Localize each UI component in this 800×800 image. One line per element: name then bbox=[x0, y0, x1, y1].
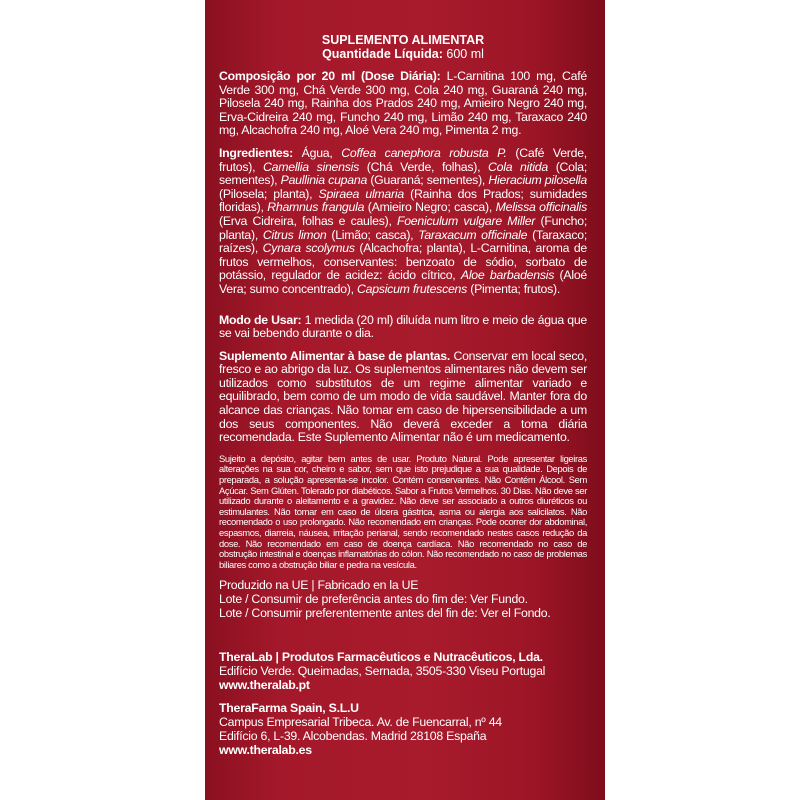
ingredient-latin: Camellia sinensis bbox=[263, 159, 360, 174]
ingredients-paragraph bbox=[219, 147, 587, 297]
ingredient-text: (Pilosela; planta), bbox=[219, 186, 319, 201]
company-es-address-2: Edifício 6, L-39. Alcobendas. Madrid 28108 España bbox=[219, 729, 487, 744]
production-line-2: Lote / Consumir de preferência antes do fim de: Ver Fundo. bbox=[219, 591, 528, 606]
ingredient-latin: Aloe barbadensis bbox=[460, 268, 555, 283]
ingredient-latin: Capsicum frutescens bbox=[356, 281, 468, 296]
ingredients-label: Ingredientes: bbox=[219, 145, 293, 160]
product-label bbox=[205, 0, 605, 800]
ingredient-text: (Amieiro Negro; casca), bbox=[364, 200, 496, 215]
ingredient-latin: Paullinia cupana bbox=[280, 173, 368, 188]
label-header bbox=[219, 33, 587, 61]
ingredient-latin: Taraxacum officinale bbox=[418, 227, 528, 242]
ingredient-text: (Erva Cidreira, folhas e caules), bbox=[219, 213, 397, 228]
ingredient-latin: Hieracium pilosella bbox=[488, 173, 587, 188]
net-quantity bbox=[219, 47, 587, 61]
company-es-name: TheraFarma Spain, S.L.U bbox=[219, 701, 359, 716]
usage-paragraph bbox=[219, 314, 587, 341]
usage-text: 1 medida (20 ml) diluída num litro e meio de água que se vai bebendo durante o dia. bbox=[219, 312, 587, 341]
production-line-1: Produzido na UE | Fabricado en la UE bbox=[219, 578, 419, 593]
production-line-3: Lote / Consumir preferentemente antes del fin de: Ver el Fondo. bbox=[219, 605, 551, 620]
company-pt bbox=[219, 650, 587, 692]
company-es-web: www.theralab.es bbox=[219, 743, 312, 758]
quantity-label: Quantidade Líquida: bbox=[322, 47, 443, 61]
ingredient-text: (Aloé Vera; sumo concentrado), bbox=[219, 268, 588, 296]
ingredient-text: (Chá Verde, folhas), bbox=[359, 159, 489, 174]
company-pt-name: TheraLab | Produtos Farmacêuticos e Nutracêuticos, Lda. bbox=[219, 650, 543, 665]
company-pt-address: Edifício Verde. Queimadas, Sernada, 3505-330 Viseu Portugal bbox=[219, 664, 546, 679]
ingredient-latin: Spiraea ulmaria bbox=[318, 186, 404, 201]
ingredient-latin: Coffea canephora robusta P. bbox=[341, 145, 507, 160]
company-es bbox=[219, 701, 587, 757]
fine-print: Sujeito a depósito, agitar bem antes de usar. Produto Natural. Pode apresentar ligeiras alterações na sua cor, cheiro e sabor, sem que isto prejudique a sua qualidade. Depois de preparada, a solução apresenta-se incolor. Contém conservantes. Não Contém Álcool. Sem Açúcar. Sem Glúten. Tolerado por diabéticos. Sabor a Frutos Vermelhos. 30 Dias. Não deve ser utilizado durante o aleitamento e a gravidez. Não deve ser associado a outros diuréticos ou estimulantes. Não tomar em caso de úlcera gástrica, asma ou alergia aos salicilatos. Não recomendado o uso prolongado. Não recomendado em crianças. Pode ocorrer dor abdominal, espasmos, diarreia, náusea, irritação perianal, sendo recomendado nestes casos redução da dose. Não recomendado em caso de doença cardíaca. Não recomendado no caso de obstrução intestinal e doenças inflamatórias do cólon. Não recomendado no caso de problemas biliares como a obstrução biliar e pedra na vesícula. bbox=[219, 452, 587, 570]
composition-text: L-Carnitina 100 mg, Café Verde 300 mg, Chá Verde 300 mg, Cola 240 mg, Guaraná 240 mg, Pilosela 240 mg, Rainha dos Prados 240 mg, Amieiro Negro 240 mg, Erva-Cidreira 240 mg, Funcho 240 mg, Limão 240 mg, Taraxaco 240 mg, Alcachofra 240 mg, Aloé Vera 240 mg, Pimenta 2 mg. bbox=[219, 69, 588, 138]
ingredient-latin: Melissa officinalis bbox=[495, 200, 587, 215]
company-es-address-1: Campus Empresarial Tribeca. Av. de Fuencarral, nº 44 bbox=[219, 715, 502, 730]
ingredient-latin: Cola nitida bbox=[488, 159, 548, 174]
ingredient-latin: Citrus limon bbox=[262, 227, 327, 242]
company-pt-web: www.theralab.pt bbox=[219, 678, 310, 693]
supplement-paragraph bbox=[219, 350, 587, 445]
label-title: SUPLEMENTO ALIMENTAR bbox=[321, 33, 485, 47]
composition-paragraph bbox=[219, 70, 587, 138]
ingredient-text: (Pimenta; frutos). bbox=[467, 281, 561, 296]
ingredient-text: (Cola; sementes), bbox=[219, 159, 588, 188]
composition-label: Composição por 20 ml (Dose Diária): bbox=[219, 69, 441, 83]
ingredient-text: (Rainha dos Prados; sumidades floridas), bbox=[219, 186, 587, 215]
ingredient-text: (Alcachofra; planta), L-Carnitina, aroma de frutos vermelhos, conservantes: benzoato de sódio, sorbato de potássio, regulador de acidez: ácido cítrico, bbox=[219, 241, 588, 283]
ingredient-text: (Taraxaco; raízes), bbox=[219, 227, 587, 256]
ingredient-text: (Café Verde, frutos), bbox=[219, 145, 587, 174]
ingredient-text: (Guaraná; sementes), bbox=[367, 173, 489, 188]
ingredient-text: (Limão; casca), bbox=[326, 227, 419, 242]
ingredient-text: Água, bbox=[301, 145, 342, 160]
quantity-value: 600 ml bbox=[446, 47, 484, 61]
production-info bbox=[219, 579, 587, 620]
usage-label: Modo de Usar: bbox=[219, 312, 302, 327]
ingredient-latin: Foeniculum vulgare Miller bbox=[396, 213, 536, 228]
ingredient-latin: Rhamnus frangula bbox=[267, 200, 365, 215]
supplement-label: Suplemento Alimentar à base de plantas. bbox=[219, 348, 451, 363]
ingredient-text: (Funcho; planta), bbox=[219, 213, 587, 242]
ingredient-latin: Cynara scolymus bbox=[262, 241, 355, 256]
supplement-text: Conservar em local seco, fresco e ao abrigo da luz. Os suplementos alimentares não devem ser utilizados como substitutos de um regime alimentar variado e equilibrado, bem como de um modo de vida saudável. Manter fora do alcance das crianças. Não tomar em caso de hipersensibilidade a um dos seus componentes. Não deverá exceder a toma diária recomendada. Este Suplemento Alimentar não é um medicamento. bbox=[219, 348, 588, 445]
